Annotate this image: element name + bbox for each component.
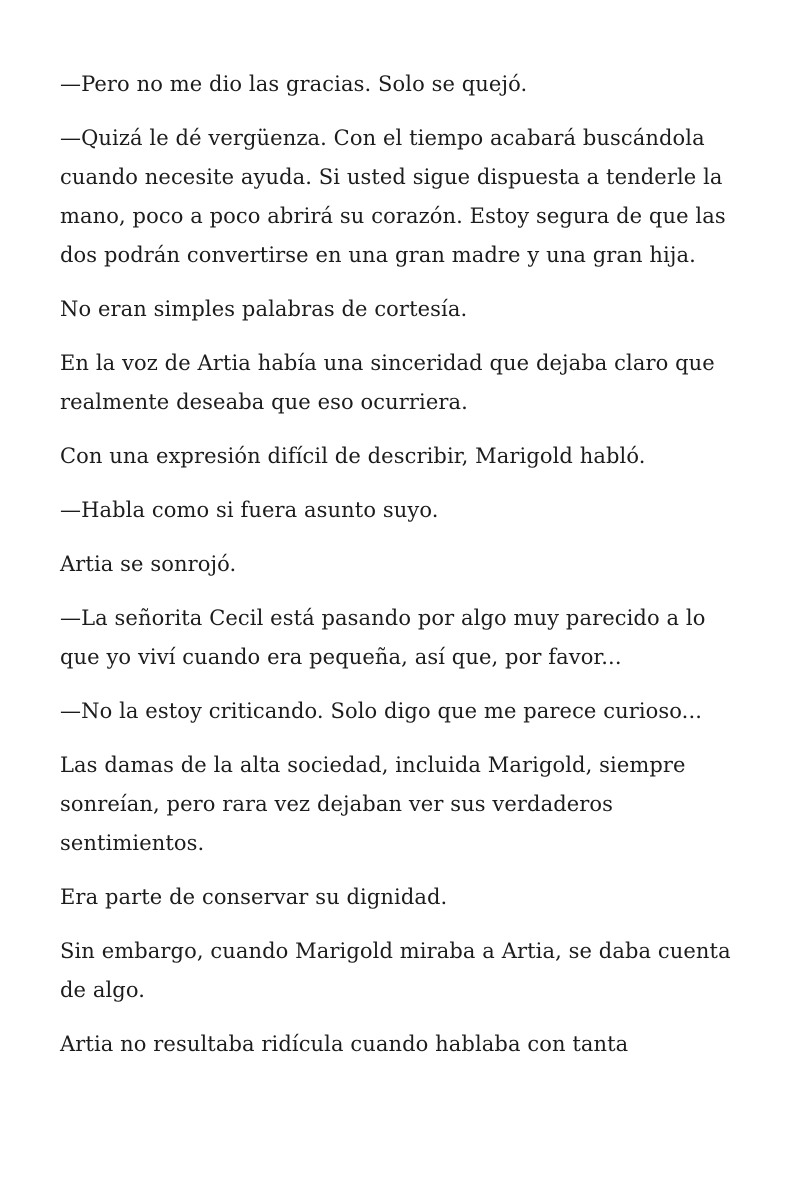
reading-page	[60, 65, 750, 1079]
paragraph: Las damas de la alta sociedad, incluida Marigold, siempre sonreían, pero rara vez dejaban ver sus verdaderos sentimientos.	[60, 753, 686, 855]
paragraph: Artia se sonrojó.	[60, 552, 237, 576]
paragraph: Con una expresión difícil de describir, Marigold habló.	[60, 444, 646, 468]
paragraph: Sin embargo, cuando Marigold miraba a Artia, se daba cuenta de algo.	[60, 939, 731, 1002]
paragraph: —Quizá le dé vergüenza. Con el tiempo acabará buscándola cuando necesite ayuda. Si usted sigue dispuesta a tenderle la mano, poco a poco abrirá su corazón. Estoy segura de que las dos podrán convertirse en una gran madre y una gran hija.	[60, 126, 726, 267]
paragraph: —No la estoy criticando. Solo digo que me parece curioso...	[60, 699, 703, 723]
paragraph: —La señorita Cecil está pasando por algo muy parecido a lo que yo viví cuando era pequeña, así que, por favor...	[60, 606, 706, 669]
paragraph: No eran simples palabras de cortesía.	[60, 297, 468, 321]
paragraph: —Pero no me dio las gracias. Solo se quejó.	[60, 72, 528, 96]
paragraph: —Habla como si fuera asunto suyo.	[60, 498, 439, 522]
paragraph: Era parte de conservar su dignidad.	[60, 885, 448, 909]
paragraph: En la voz de Artia había una sinceridad que dejaba claro que realmente deseaba que eso ocurriera.	[60, 351, 715, 414]
paragraph: Artia no resultaba ridícula cuando hablaba con tanta	[60, 1032, 629, 1056]
